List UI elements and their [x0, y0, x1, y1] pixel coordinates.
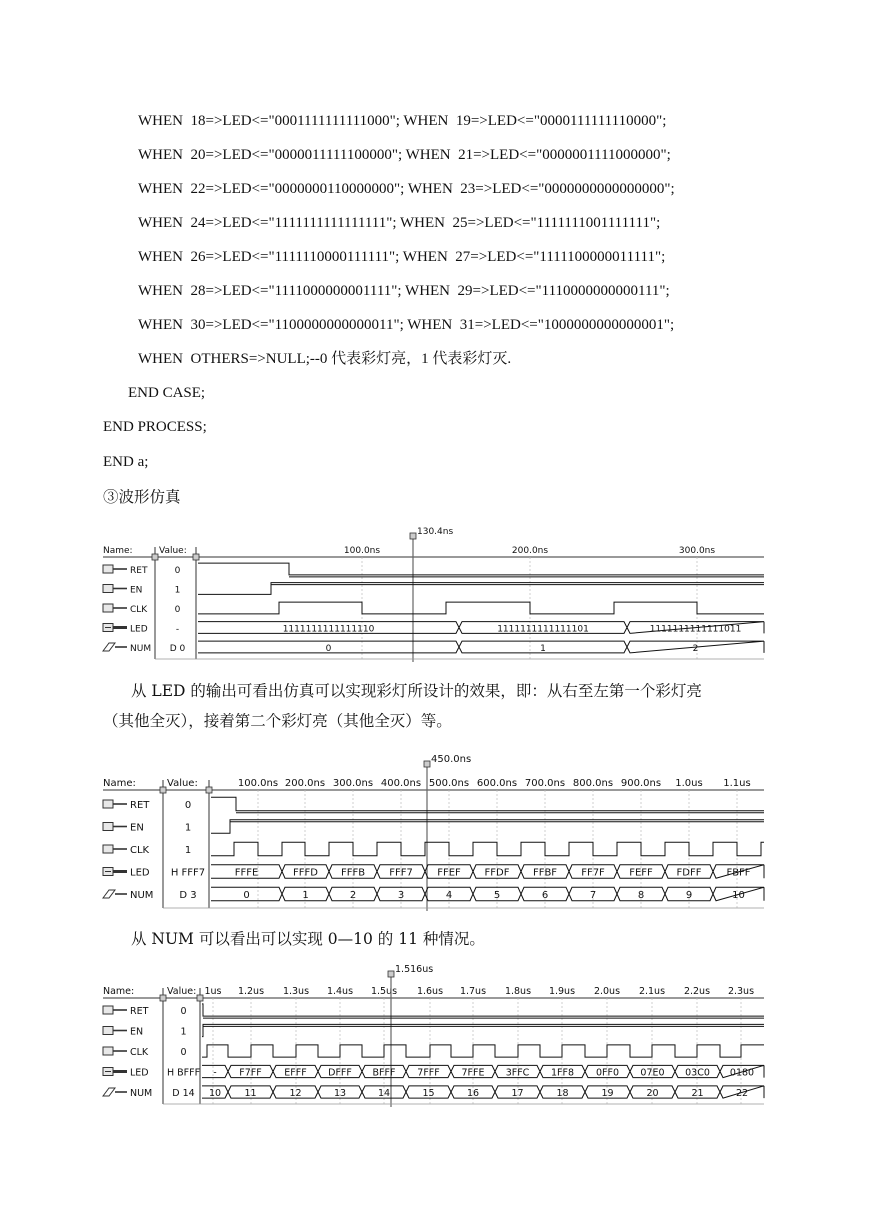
- led-value: 0180: [729, 1067, 755, 1079]
- num-value: 2: [349, 890, 357, 901]
- code-line: WHEN 18=>LED<="0001111111111000"; WHEN 19=>LED<="0000111111110000";: [138, 113, 667, 129]
- num-value: 12: [289, 1088, 302, 1099]
- led-value: FFFB: [340, 867, 366, 879]
- led-value: 1111111111111101: [497, 624, 589, 635]
- signal-value: D 3: [179, 890, 197, 901]
- code-line: WHEN 24=>LED<="1111111111111111"; WHEN 25=>LED<="1111111001111111";: [138, 215, 661, 231]
- time-label: 1.3us: [282, 986, 310, 997]
- signal-value: 0: [180, 1006, 187, 1017]
- num-value: 9: [685, 890, 693, 901]
- time-label: 1.9us: [548, 986, 576, 997]
- signal-name: EN: [130, 585, 143, 596]
- header-value-label: Value:: [167, 986, 197, 997]
- time-label: 600.0ns: [476, 778, 518, 789]
- paragraph-1-line-1: 从 LED 的输出可看出仿真可以实现彩灯所设计的效果，即：从右至左第一个彩灯亮: [131, 682, 702, 700]
- paragraph-2: 从 NUM 可以看出可以实现 0—10 的 11 种情况。: [131, 930, 485, 948]
- num-value: 19: [601, 1088, 614, 1099]
- signal-icon-clk: [103, 1047, 127, 1055]
- led-value: FFFD: [293, 867, 318, 879]
- time-label: 100.0ns: [343, 546, 381, 556]
- led-value: FEFF: [629, 867, 653, 879]
- num-value: 17: [511, 1088, 524, 1099]
- led-value: 1111111111111011: [649, 624, 742, 635]
- signal-name: CLK: [130, 845, 150, 856]
- signal-value: 0: [180, 1047, 187, 1058]
- time-label: 1.0us: [675, 778, 703, 789]
- led-value: EFFF: [284, 1067, 307, 1079]
- signal-name: LED: [130, 624, 148, 635]
- led-value: FBFF: [726, 867, 751, 879]
- led-value: BFFF: [372, 1067, 396, 1079]
- cursor-time-label: 130.4ns: [417, 527, 454, 537]
- ret-wave: [202, 1004, 764, 1016]
- time-label: 700.0ns: [524, 778, 566, 789]
- time-label: 400.0ns: [380, 778, 422, 789]
- led-value: 1111111111111110: [282, 624, 375, 635]
- time-label: 300.0ns: [332, 778, 374, 789]
- column-handle: [160, 995, 166, 1001]
- led-value: -: [213, 1067, 217, 1079]
- led-value: DFFF: [328, 1067, 352, 1079]
- time-label: 2.0us: [593, 986, 621, 997]
- led-value: F7FF: [239, 1067, 262, 1079]
- num-value: 10: [208, 1088, 222, 1099]
- signal-name: RET: [130, 566, 148, 576]
- num-value: 21: [691, 1088, 704, 1099]
- signal-value: D 0: [169, 644, 186, 654]
- led-value: FFDF: [484, 867, 510, 879]
- num-value: 2: [692, 644, 699, 654]
- signal-name: NUM: [130, 1088, 153, 1099]
- code-line: WHEN 30=>LED<="1100000000000011"; WHEN 31=>LED<="1000000000000001";: [138, 317, 675, 333]
- time-label: 1.5us: [370, 986, 398, 997]
- signal-icon-ret: [103, 1006, 127, 1014]
- led-value: FFF7: [389, 867, 413, 879]
- signal-value: D 14: [172, 1088, 195, 1099]
- signal-value: 1: [184, 822, 192, 834]
- signal-icon-num: [103, 1088, 127, 1096]
- paragraph-1-line-2: （其他全灭），接着第二个彩灯亮（其他全灭）等。: [103, 712, 452, 730]
- num-value: 22: [735, 1088, 749, 1099]
- time-label: 1.4us: [326, 986, 354, 997]
- num-value: 8: [637, 890, 645, 901]
- num-value: 5: [493, 890, 501, 901]
- code-line: END a;: [103, 454, 149, 470]
- num-value: 16: [466, 1088, 480, 1099]
- led-value: 07E0: [640, 1067, 665, 1079]
- time-label: 200.0ns: [511, 546, 549, 556]
- signal-value: H BFFF: [166, 1067, 201, 1079]
- led-value: FFBF: [532, 867, 558, 879]
- code-line: WHEN OTHERS=>NULL;--0 代表彩灯亮，1 代表彩灯灭.: [138, 351, 512, 367]
- header-name-label: Name:: [103, 546, 133, 556]
- time-label: 800.0ns: [572, 778, 614, 789]
- signal-name: NUM: [130, 644, 152, 654]
- num-value: 10: [732, 890, 745, 901]
- time-label: 1.6us: [416, 986, 444, 997]
- signal-icon-en: [103, 1027, 127, 1035]
- led-value: FF7F: [581, 867, 605, 879]
- signal-value: 0: [174, 566, 181, 576]
- signal-name: CLK: [130, 1047, 149, 1058]
- led-value: 03C0: [685, 1067, 710, 1079]
- column-handle: [197, 995, 203, 1001]
- time-label: 2.1us: [638, 986, 666, 997]
- signal-value: 0: [174, 605, 181, 615]
- signal-name: EN: [130, 822, 144, 834]
- led-value: 7FFE: [461, 1067, 485, 1079]
- cursor-time-label: 450.0ns: [431, 754, 472, 765]
- code-line: WHEN 28=>LED<="1111000000001111"; WHEN 29=>LED<="1110000000000111";: [138, 283, 670, 299]
- waveform-group: [103, 964, 764, 1107]
- num-value: 13: [333, 1088, 347, 1099]
- signal-value: 1: [184, 845, 192, 856]
- code-line: WHEN 26=>LED<="1111110000111111"; WHEN 27=>LED<="1111100000011111";: [138, 249, 666, 265]
- num-value: 0: [243, 890, 250, 901]
- cursor-time-label: 1.516us: [395, 964, 434, 975]
- num-value: 11: [244, 1088, 257, 1099]
- led-value: 7FFF: [417, 1067, 440, 1079]
- header-name-label: Name:: [103, 986, 135, 997]
- num-value: 14: [377, 1088, 391, 1099]
- header-value-label: Value:: [159, 546, 187, 556]
- signal-name: NUM: [130, 890, 154, 901]
- time-label: 2.2us: [683, 986, 711, 997]
- time-label: 1us: [204, 986, 222, 997]
- section-heading: ③波形仿真: [103, 488, 181, 506]
- code-line: END PROCESS;: [103, 419, 207, 435]
- signal-value: 0: [184, 800, 192, 811]
- signal-name: RET: [130, 800, 150, 811]
- time-label: 1.8us: [504, 986, 532, 997]
- num-value: 3: [397, 890, 405, 901]
- num-value: 18: [556, 1088, 569, 1099]
- time-label: 1.2us: [237, 986, 265, 997]
- num-value: 0: [325, 644, 332, 654]
- num-value: 1: [540, 644, 546, 654]
- time-label: 100.0ns: [237, 778, 279, 789]
- led-value: 0FF0: [595, 1067, 620, 1079]
- time-label: 1.1us: [723, 778, 751, 789]
- signal-value: 1: [180, 1026, 187, 1038]
- signal-value: H FFF7: [170, 867, 206, 879]
- led-value: FFFE: [234, 867, 259, 879]
- num-value: 7: [589, 890, 597, 901]
- led-value: 1FF8: [550, 1067, 575, 1079]
- header-value-label: Value:: [167, 778, 198, 789]
- header-name-label: Name:: [103, 778, 136, 789]
- signal-name: LED: [130, 1067, 149, 1079]
- led-value: 3FFC: [505, 1067, 530, 1079]
- clk-wave: [202, 1045, 764, 1057]
- signal-value: 1: [174, 585, 181, 596]
- time-label: 500.0ns: [428, 778, 470, 789]
- num-value: 4: [445, 890, 453, 901]
- num-value: 1: [302, 890, 309, 901]
- signal-value: -: [175, 624, 180, 635]
- led-value: FDFF: [676, 867, 702, 879]
- num-value: 6: [541, 890, 549, 901]
- time-label: 2.3us: [727, 986, 755, 997]
- num-value: 15: [422, 1088, 435, 1099]
- code-line: WHEN 20=>LED<="0000011111100000"; WHEN 21=>LED<="0000001111000000";: [138, 147, 671, 163]
- time-label: 200.0ns: [284, 778, 326, 789]
- time-label: 300.0ns: [678, 546, 716, 556]
- time-label: 1.7us: [459, 986, 487, 997]
- signal-name: RET: [130, 1006, 149, 1017]
- num-value: 20: [646, 1088, 659, 1099]
- time-label: 900.0ns: [620, 778, 662, 789]
- signal-name: LED: [130, 867, 150, 879]
- signal-name: EN: [130, 1026, 144, 1038]
- code-line: END CASE;: [128, 385, 206, 401]
- cursor-handle: [388, 971, 394, 977]
- code-line: WHEN 22=>LED<="0000000110000000"; WHEN 23=>LED<="0000000000000000";: [138, 181, 675, 197]
- signal-name: CLK: [130, 605, 148, 615]
- led-value: FFEF: [437, 867, 461, 879]
- signal-icon-led: [103, 1068, 127, 1076]
